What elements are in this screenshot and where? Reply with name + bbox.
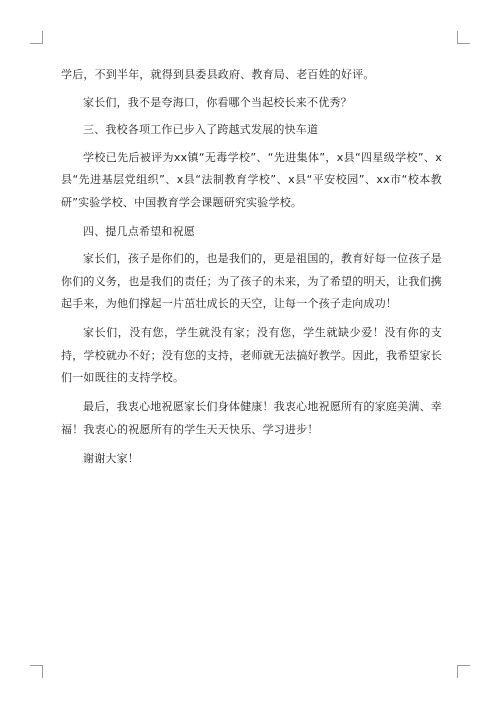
paragraph-support: 家长们，没有您，学生就没有家；没有您，学生就缺少爱！没有你的支持，学校就办不好；没有您的支持，老师就无法搞好教学。因此，我希望家长们一如既往的支持学校。 bbox=[61, 326, 442, 384]
paragraph-honors: 学校已先后被评为xx镇“无毒学校”、“先进集体”，x县“四星级学校”、x县“先进基层党组织”、x县“法制教育学校”、x县“平安校园”、xx市“校本教研”实验学校、中国教育学会课题研究实验学校。 bbox=[61, 150, 442, 209]
section-heading-4: 四、提几点希望和祝愿 bbox=[83, 224, 195, 238]
paragraph-continuation: 学后，不到半年，就得到县委县政府、教育局、老百姓的好评。 bbox=[61, 68, 375, 81]
document-body bbox=[61, 64, 442, 477]
crop-mark-top-right bbox=[457, 31, 470, 44]
crop-mark-bottom-right bbox=[457, 665, 470, 678]
paragraph-children: 家长们，孩子是你们的，也是我们的，更是祖国的，教育好每一位孩子是你们的义务，也是我们的责任；为了孩子的未来，为了希望的明天，让我们携起手来，为他们撑起一片茁壮成长的天空，让每一个孩子走向成功！ bbox=[61, 252, 442, 310]
crop-mark-top-left bbox=[30, 31, 43, 44]
section-heading-3: 三、我校各项工作已步入了跨越式发展的快车道 bbox=[83, 123, 319, 136]
paragraph-wishes: 最后，我衷心地祝愿家长们身体健康！我衷心地祝愿所有的家庭美满、幸福！我衷心的祝愿所有的学生天天快乐、学习进步！ bbox=[61, 400, 442, 436]
paragraph-thanks: 谢谢大家！ bbox=[83, 451, 139, 465]
paragraph-boast: 家长们，我不是夸海口，你看哪个当起校长来不优秀？ bbox=[83, 95, 352, 109]
crop-mark-bottom-left bbox=[30, 665, 43, 678]
